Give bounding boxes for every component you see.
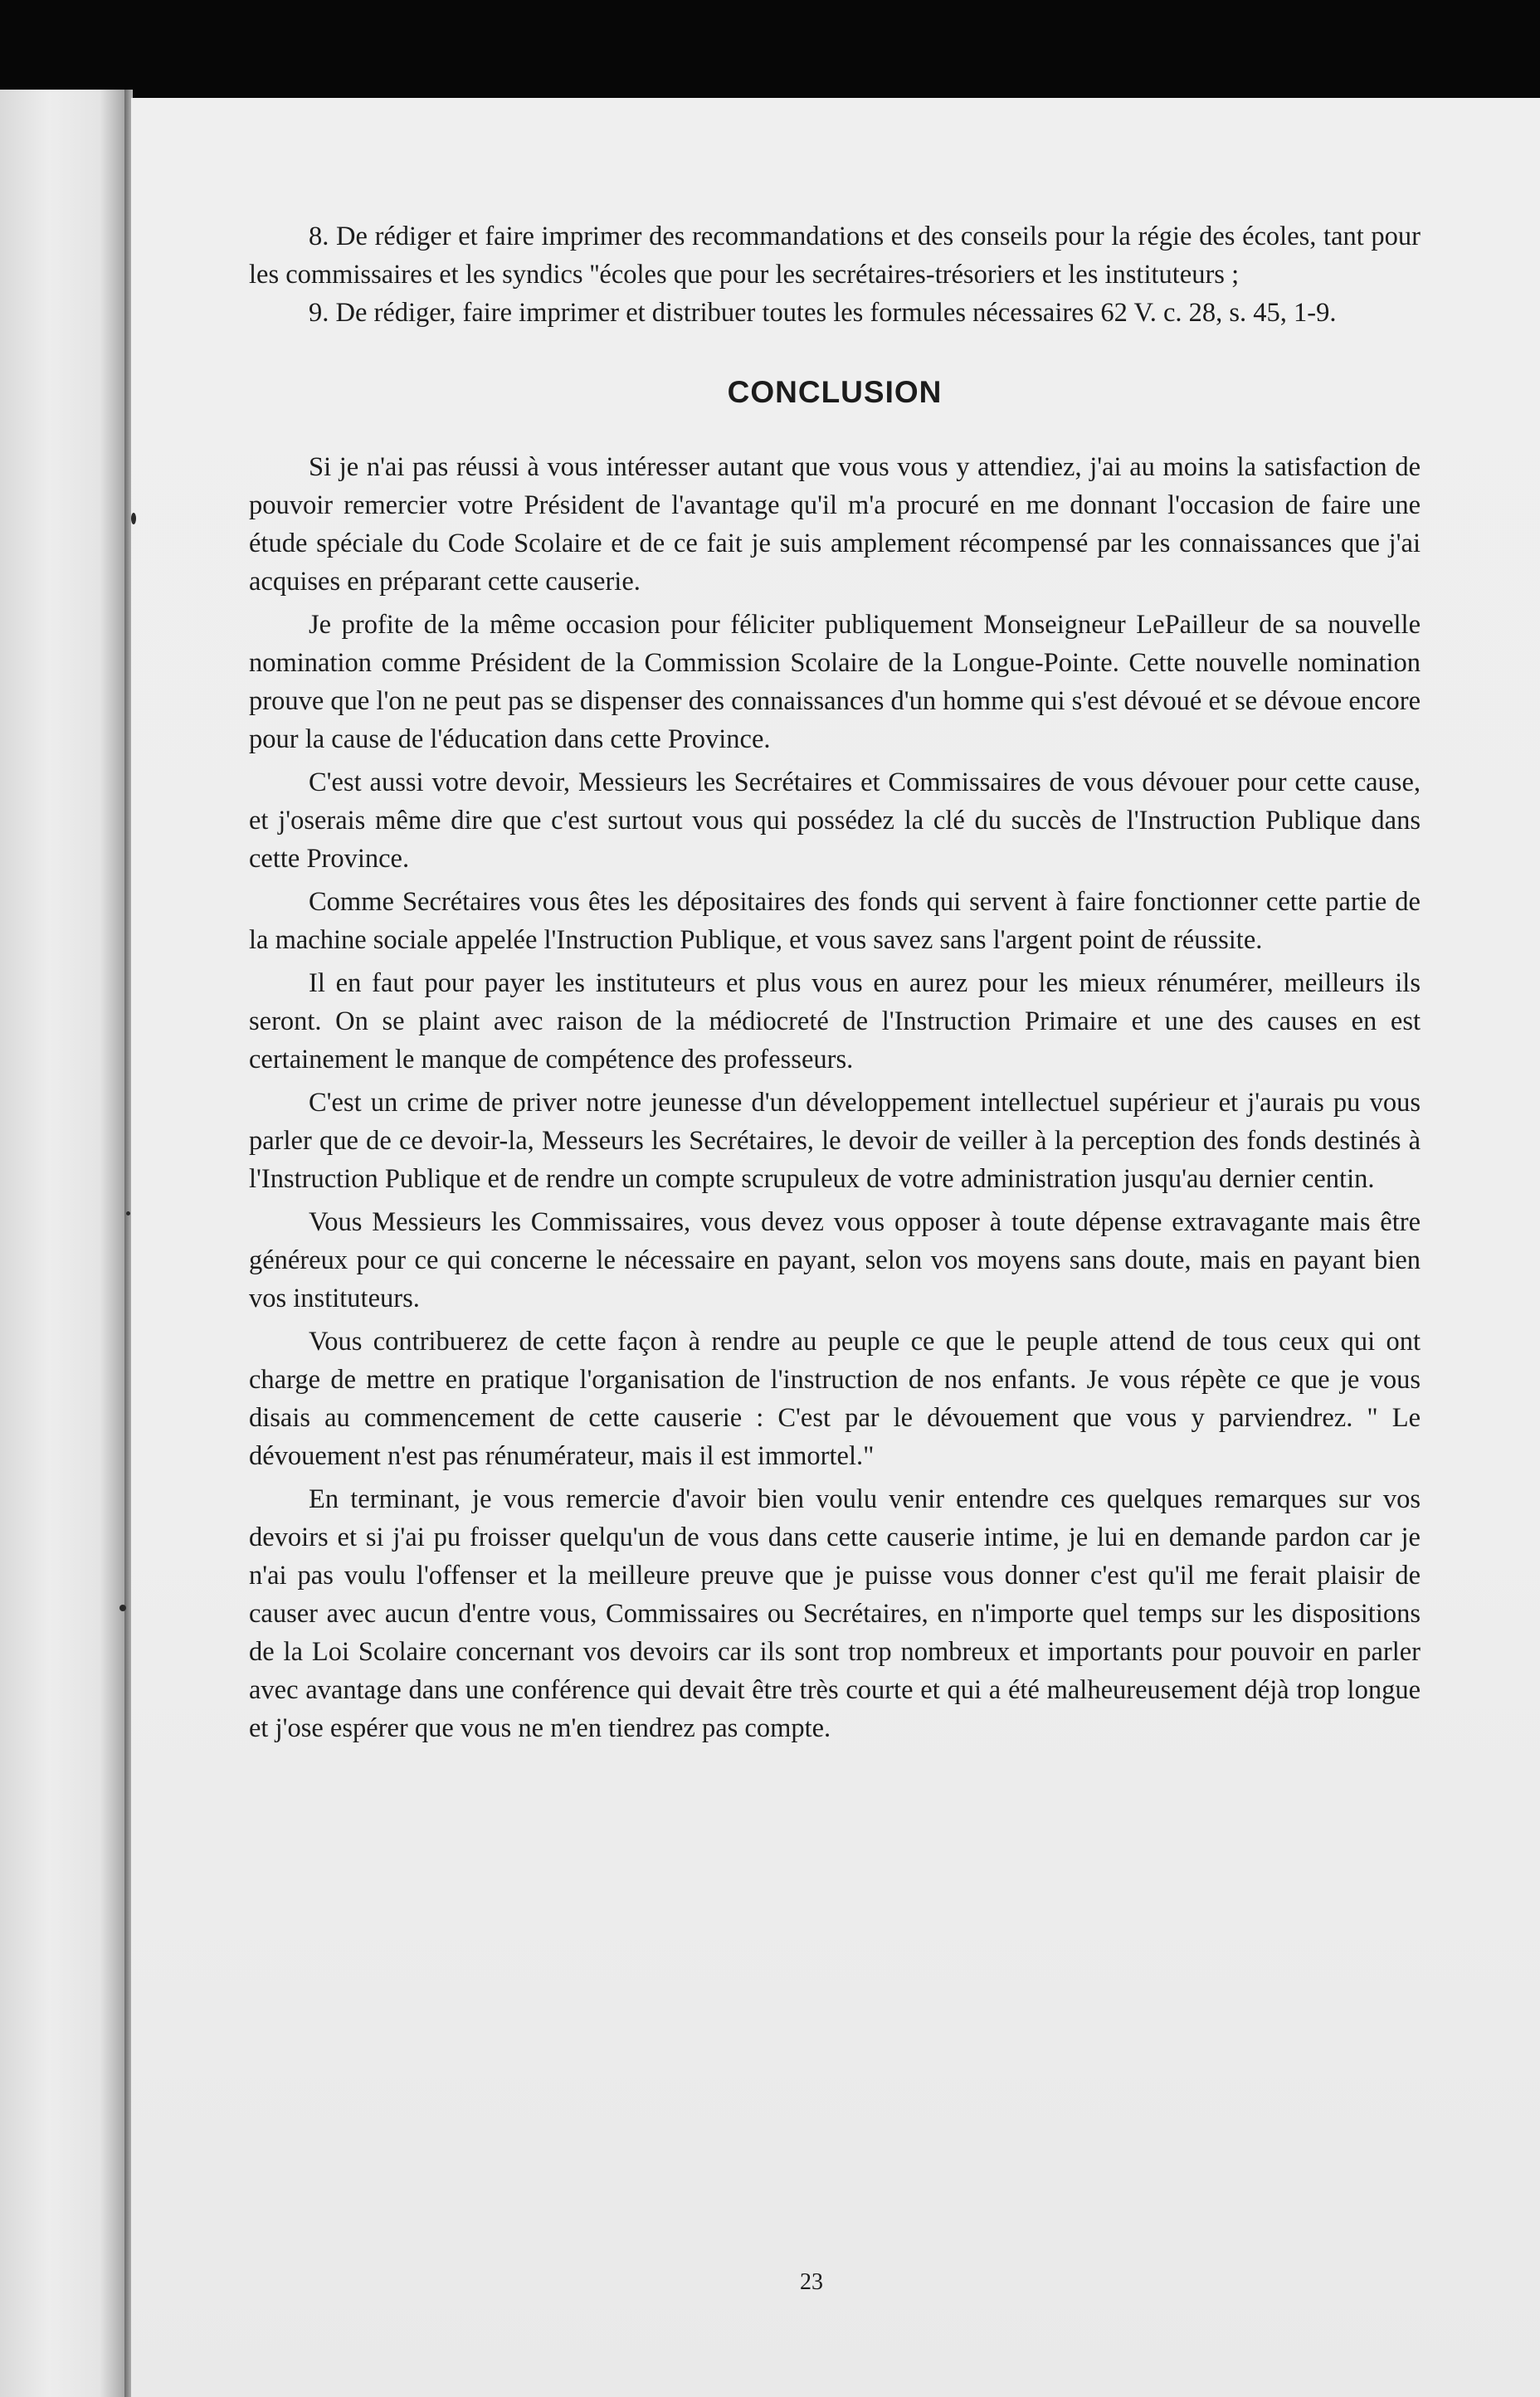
paragraph: Il en faut pour payer les instituteurs et plus vous en aurez pour les mieux rénumérer, meilleurs ils seront. On se plaint avec raison de la médiocreté de l'Instruction Primaire et une des causes en est certainement le manque de compétence des professeurs. xyxy=(249,968,1421,1074)
paragraph: C'est un crime de priver notre jeunesse d'un développement intellectuel supérieur et j'aurais pu vous parler que de ce devoir-la, Messeurs les Secrétaires, le devoir de veiller à la perception des fonds destinés à l'Instruction Publique et de rendre un compte scrupuleux de votre administration jusqu'au dernier centin. xyxy=(249,1088,1421,1194)
paragraph: C'est aussi votre devoir, Messieurs les Secrétaires et Commissaires de vous dévouer pour cette cause, et j'oserais même dire que c'est surtout vous qui possédez la clé du succès de l'Instruction Publique dans cette Province. xyxy=(249,767,1421,874)
section-title: CONCLUSION xyxy=(727,375,943,409)
paragraph: Vous Messieurs les Commissaires, vous devez vous opposer à toute dépense extravagante mais être généreux pour ce qui concerne le nécessaire en payant, selon vos moyens sans doute, mais en payant bien vos instituteurs. xyxy=(249,1207,1421,1313)
paragraph: Vous contribuerez de cette façon à rendre au peuple ce que le peuple attend de tous ceux qui ont charge de mettre en pratique l'organisation de l'instruction de nos enfants. Je vous répète ce que je vous disais au commencement de cette causerie : C'est par le dévouement que vous y parviendrez. " Le dévouement n'est pas rénumérateur, mais il est immortel." xyxy=(249,1327,1421,1471)
paragraph: Comme Secrétaires vous êtes les dépositaires des fonds qui servent à faire fonctionner cette partie de la machine sociale appelée l'Instruction Publique, et vous savez sans l'argent point de réussite. xyxy=(249,887,1421,955)
paragraph: Si je n'ai pas réussi à vous intéresser autant que vous vous y attendiez, j'ai au moins la satisfaction de pouvoir remercier votre Président de l'avantage qu'il m'a procuré en me donnant l'occasion de faire une étude spéciale du Code Scolaire et de ce fait je suis amplement récompensé par les connaissances que j'ai acquises en préparant cette causerie. xyxy=(249,452,1421,597)
paragraph: En terminant, je vous remercie d'avoir bien voulu venir entendre ces quelques remarques sur vos devoirs et si j'ai pu froisser quelqu'un de vous dans cette causerie intime, je lui en demande pardon car je n'ai pas voulu l'offenser et la meilleure preuve que je puisse vous donner c'est qu'il me ferait plaisir de causer avec aucun d'entre vous, Commissaires ou Secrétaires, en n'importe quel temps sur les dispositions de la Loi Scolaire concernant vos devoirs car ils sont trop nombreux et importants pour pouvoir en parler avec avantage dans une conférence qui devait être très courte et qui a été malheureusement déjà trop longue et j'ose espérer que vous ne m'en tiendrez pas compte. xyxy=(249,1484,1421,1743)
margin-speck xyxy=(131,513,136,524)
margin-speck xyxy=(126,1211,130,1216)
paragraph: Je profite de la même occasion pour féliciter publiquement Monseigneur LePailleur de sa nouvelle nomination comme Président de la Commission Scolaire de la Longue-Pointe. Cette nouvelle nomination prouve que l'on ne peut pas se dispenser des connaissances d'un homme qui s'est dévoué et se dévoue encore pour la cause de l'éducation dans cette Province. xyxy=(249,610,1421,754)
page-number: 23 xyxy=(800,2269,823,2295)
list-item-9: 9. De rédiger, faire imprimer et distribuer toutes les formules nécessaires 62 V. c. 28, s. 45, 1-9. xyxy=(309,298,1337,328)
page-text xyxy=(249,217,1421,1752)
list-item-8: 8. De rédiger et faire imprimer des recommandations et des conseils pour la régie des écoles, tant pour les commissaires et les syndics ''écoles que pour les secrétaires-trésoriers et les instituteurs ; xyxy=(249,222,1421,290)
margin-speck xyxy=(119,1605,126,1611)
facing-page-edge xyxy=(0,90,124,2397)
